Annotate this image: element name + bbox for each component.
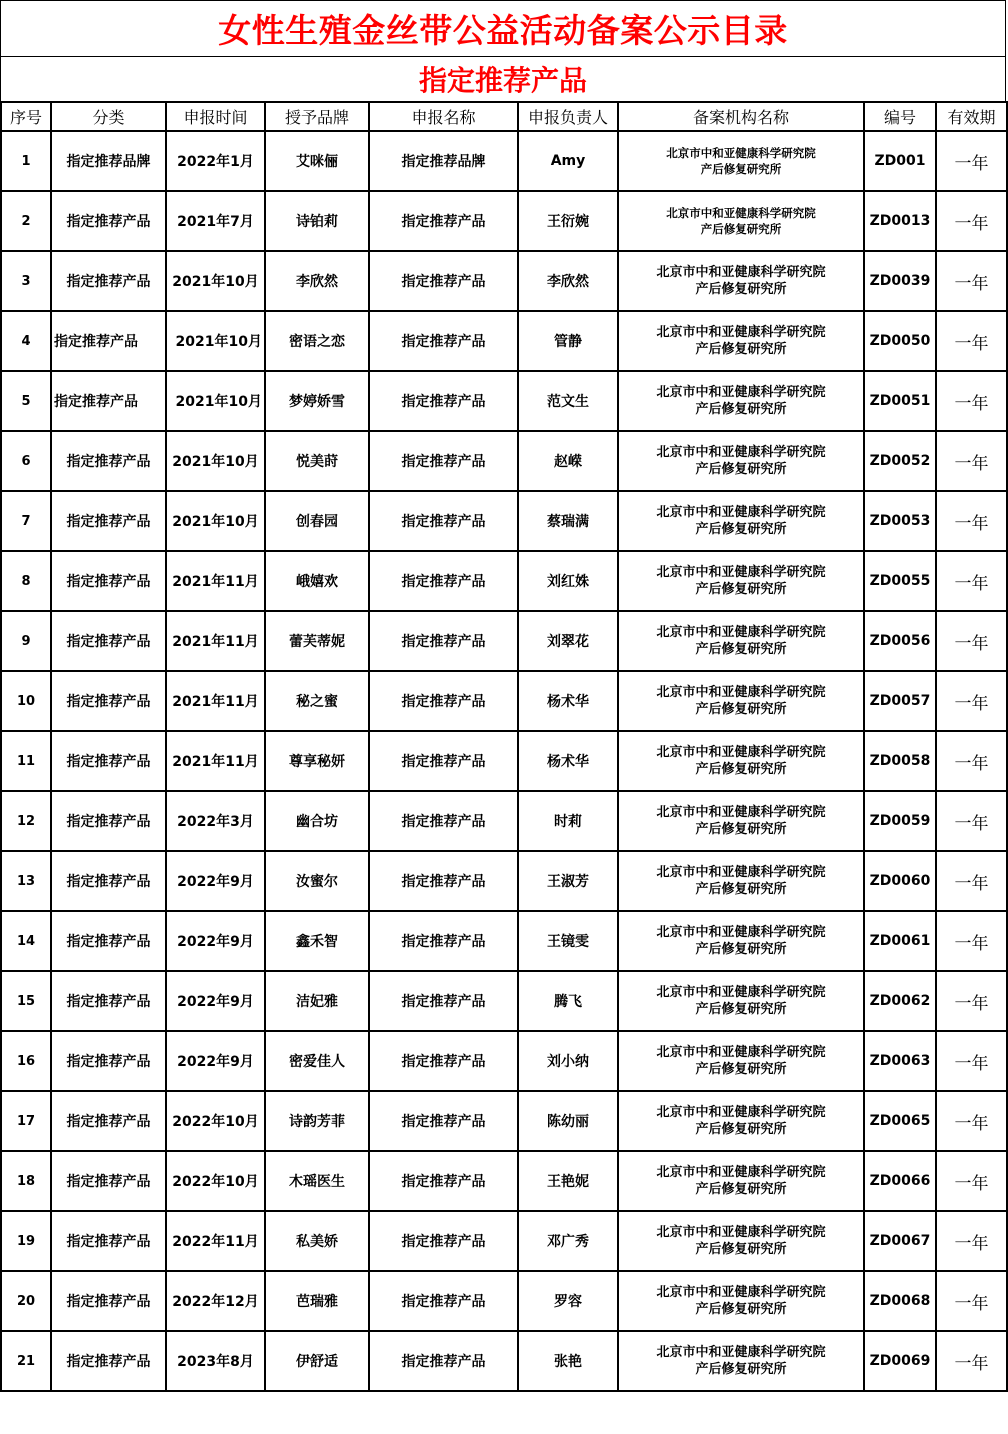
- column-header-validity: 有效期: [936, 102, 1007, 131]
- cell-brand: 峨嬉欢: [265, 551, 369, 611]
- column-header-no: 序号: [1, 102, 51, 131]
- table-row: [1, 371, 1007, 431]
- cell-no: 13: [1, 851, 51, 911]
- cell-date: 2022年9月: [166, 911, 265, 971]
- cell-validity: 一年: [936, 731, 1007, 791]
- cell-date: 2022年9月: [166, 1031, 265, 1091]
- org-line-1: 北京市中和亚健康科学研究院: [656, 745, 826, 760]
- cell-code: ZD0039: [864, 251, 936, 311]
- column-header-code: 编号: [864, 102, 936, 131]
- cell-date: 2022年10月: [166, 1091, 265, 1151]
- cell-date: 2022年9月: [166, 851, 265, 911]
- org-line-2: 产后修复研究所: [695, 462, 787, 477]
- cell-validity: 一年: [936, 431, 1007, 491]
- cell-category: 指定推荐产品: [51, 671, 166, 731]
- cell-no: 11: [1, 731, 51, 791]
- org-line-2: 产后修复研究所: [695, 822, 787, 837]
- cell-category: 指定推荐产品: [51, 1091, 166, 1151]
- cell-name: 指定推荐品牌: [369, 131, 518, 191]
- cell-org: [618, 1211, 864, 1271]
- org-line-2: 产后修复研究所: [695, 882, 787, 897]
- cell-name: 指定推荐产品: [369, 611, 518, 671]
- cell-no: 12: [1, 791, 51, 851]
- cell-name: 指定推荐产品: [369, 851, 518, 911]
- table-row: [1, 971, 1007, 1031]
- org-line-2: 产后修复研究所: [695, 1062, 787, 1077]
- cell-brand: 鑫禾智: [265, 911, 369, 971]
- cell-category: 指定推荐产品: [51, 1271, 166, 1331]
- org-line-1: 北京市中和亚健康科学研究院: [656, 505, 826, 520]
- cell-validity: 一年: [936, 1151, 1007, 1211]
- cell-name: 指定推荐产品: [369, 551, 518, 611]
- table-row: [1, 551, 1007, 611]
- cell-no: 18: [1, 1151, 51, 1211]
- org-line-1: 北京市中和亚健康科学研究院: [656, 865, 826, 880]
- org-line-2: 产后修复研究所: [695, 942, 787, 957]
- cell-brand: 伊舒适: [265, 1331, 369, 1391]
- org-line-1: 北京市中和亚健康科学研究院: [666, 146, 816, 160]
- page-title: 女性生殖金丝带公益活动备案公示目录: [0, 0, 1006, 57]
- cell-brand: 艾咪俪: [265, 131, 369, 191]
- org-line-1: 北京市中和亚健康科学研究院: [656, 1285, 826, 1300]
- cell-brand: 诗韵芳菲: [265, 1091, 369, 1151]
- cell-validity: 一年: [936, 191, 1007, 251]
- org-line-1: 北京市中和亚健康科学研究院: [666, 206, 816, 220]
- cell-owner: 杨术华: [518, 671, 618, 731]
- table-row: [1, 1271, 1007, 1331]
- cell-category: 指定推荐产品: [51, 371, 166, 431]
- org-line-1: 北京市中和亚健康科学研究院: [656, 325, 826, 340]
- org-line-1: 北京市中和亚健康科学研究院: [656, 385, 826, 400]
- cell-no: 15: [1, 971, 51, 1031]
- table-row: [1, 851, 1007, 911]
- org-line-2: 产后修复研究所: [695, 342, 787, 357]
- cell-validity: 一年: [936, 491, 1007, 551]
- cell-validity: 一年: [936, 1211, 1007, 1271]
- cell-name: 指定推荐产品: [369, 371, 518, 431]
- cell-name: 指定推荐产品: [369, 1331, 518, 1391]
- cell-code: ZD0053: [864, 491, 936, 551]
- cell-owner: 刘翠花: [518, 611, 618, 671]
- cell-org: [618, 551, 864, 611]
- cell-owner: 管静: [518, 311, 618, 371]
- cell-brand: 尊享秘妍: [265, 731, 369, 791]
- cell-owner: 王淑芳: [518, 851, 618, 911]
- cell-brand: 秘之蜜: [265, 671, 369, 731]
- cell-org: [618, 971, 864, 1031]
- table-row: [1, 1151, 1007, 1211]
- org-line-2: 产后修复研究所: [700, 222, 782, 236]
- cell-no: 5: [1, 371, 51, 431]
- cell-validity: 一年: [936, 911, 1007, 971]
- cell-category: 指定推荐产品: [51, 851, 166, 911]
- cell-category: 指定推荐产品: [51, 911, 166, 971]
- table-row: [1, 1211, 1007, 1271]
- table-row: [1, 611, 1007, 671]
- cell-owner: 刘小纳: [518, 1031, 618, 1091]
- cell-validity: 一年: [936, 1271, 1007, 1331]
- cell-brand: 汝蜜尔: [265, 851, 369, 911]
- cell-code: ZD0069: [864, 1331, 936, 1391]
- cell-name: 指定推荐产品: [369, 671, 518, 731]
- cell-brand: 梦婷娇雪: [265, 371, 369, 431]
- cell-code: ZD0052: [864, 431, 936, 491]
- cell-brand: 悦美莳: [265, 431, 369, 491]
- cell-owner: 刘红姝: [518, 551, 618, 611]
- page-subtitle: 指定推荐产品: [0, 56, 1006, 102]
- table-body: [1, 131, 1007, 1391]
- cell-date: 2022年10月: [166, 1151, 265, 1211]
- cell-code: ZD0063: [864, 1031, 936, 1091]
- cell-org: [618, 1331, 864, 1391]
- org-line-1: 北京市中和亚健康科学研究院: [656, 265, 826, 280]
- org-line-2: 产后修复研究所: [695, 1182, 787, 1197]
- cell-code: ZD0066: [864, 1151, 936, 1211]
- org-line-1: 北京市中和亚健康科学研究院: [656, 565, 826, 580]
- column-header-date: 申报时间: [166, 102, 265, 131]
- cell-org: [618, 671, 864, 731]
- cell-owner: 邓广秀: [518, 1211, 618, 1271]
- cell-brand: 密语之恋: [265, 311, 369, 371]
- org-line-1: 北京市中和亚健康科学研究院: [656, 1225, 826, 1240]
- cell-category: 指定推荐产品: [51, 1151, 166, 1211]
- cell-org: [618, 1151, 864, 1211]
- cell-owner: 张艳: [518, 1331, 618, 1391]
- cell-owner: 腾飞: [518, 971, 618, 1031]
- cell-brand: 创春园: [265, 491, 369, 551]
- table-row: [1, 731, 1007, 791]
- cell-code: ZD0059: [864, 791, 936, 851]
- cell-no: 14: [1, 911, 51, 971]
- cell-org: [618, 1091, 864, 1151]
- cell-no: 6: [1, 431, 51, 491]
- cell-date: 2022年3月: [166, 791, 265, 851]
- org-line-1: 北京市中和亚健康科学研究院: [656, 1165, 826, 1180]
- org-line-1: 北京市中和亚健康科学研究院: [656, 1105, 826, 1120]
- registry-table: [0, 101, 1008, 1392]
- org-line-2: 产后修复研究所: [695, 282, 787, 297]
- cell-category: 指定推荐产品: [51, 611, 166, 671]
- cell-date: 2021年7月: [166, 191, 265, 251]
- cell-validity: 一年: [936, 131, 1007, 191]
- cell-org: [618, 1271, 864, 1331]
- cell-date: 2021年11月: [166, 611, 265, 671]
- cell-name: 指定推荐产品: [369, 191, 518, 251]
- cell-brand: 芭瑞雅: [265, 1271, 369, 1331]
- cell-no: 19: [1, 1211, 51, 1271]
- org-line-1: 北京市中和亚健康科学研究院: [656, 445, 826, 460]
- cell-owner: 杨术华: [518, 731, 618, 791]
- cell-date: 2021年10月: [166, 371, 265, 431]
- cell-owner: 时莉: [518, 791, 618, 851]
- cell-name: 指定推荐产品: [369, 1091, 518, 1151]
- cell-date: 2022年9月: [166, 971, 265, 1031]
- cell-date: 2021年10月: [166, 491, 265, 551]
- cell-owner: 赵嵘: [518, 431, 618, 491]
- cell-code: ZD0068: [864, 1271, 936, 1331]
- org-line-2: 产后修复研究所: [695, 702, 787, 717]
- cell-date: 2021年11月: [166, 731, 265, 791]
- cell-validity: 一年: [936, 311, 1007, 371]
- cell-name: 指定推荐产品: [369, 491, 518, 551]
- cell-code: ZD0051: [864, 371, 936, 431]
- column-header-org: 备案机构名称: [618, 102, 864, 131]
- cell-no: 16: [1, 1031, 51, 1091]
- cell-category: 指定推荐产品: [51, 731, 166, 791]
- cell-name: 指定推荐产品: [369, 971, 518, 1031]
- org-line-2: 产后修复研究所: [695, 522, 787, 537]
- org-line-2: 产后修复研究所: [695, 402, 787, 417]
- cell-org: [618, 251, 864, 311]
- cell-validity: 一年: [936, 1091, 1007, 1151]
- table-row: [1, 191, 1007, 251]
- cell-validity: 一年: [936, 551, 1007, 611]
- cell-date: 2021年10月: [166, 251, 265, 311]
- org-line-1: 北京市中和亚健康科学研究院: [656, 985, 826, 1000]
- table-row: [1, 311, 1007, 371]
- table-row: [1, 791, 1007, 851]
- cell-category: 指定推荐产品: [51, 311, 166, 371]
- cell-category: 指定推荐产品: [51, 1211, 166, 1271]
- org-line-2: 产后修复研究所: [695, 582, 787, 597]
- cell-date: 2022年11月: [166, 1211, 265, 1271]
- cell-code: ZD0055: [864, 551, 936, 611]
- cell-validity: 一年: [936, 611, 1007, 671]
- org-line-2: 产后修复研究所: [695, 1002, 787, 1017]
- cell-no: 10: [1, 671, 51, 731]
- table-row: [1, 1091, 1007, 1151]
- cell-owner: 陈幼丽: [518, 1091, 618, 1151]
- cell-validity: 一年: [936, 851, 1007, 911]
- cell-validity: 一年: [936, 791, 1007, 851]
- org-line-2: 产后修复研究所: [695, 1302, 787, 1317]
- table-row: [1, 131, 1007, 191]
- cell-code: ZD0061: [864, 911, 936, 971]
- cell-validity: 一年: [936, 971, 1007, 1031]
- cell-validity: 一年: [936, 371, 1007, 431]
- cell-no: 21: [1, 1331, 51, 1391]
- cell-name: 指定推荐产品: [369, 1031, 518, 1091]
- cell-org: [618, 851, 864, 911]
- cell-category: 指定推荐产品: [51, 251, 166, 311]
- cell-category: 指定推荐产品: [51, 971, 166, 1031]
- column-header-owner: 申报负责人: [518, 102, 618, 131]
- org-line-1: 北京市中和亚健康科学研究院: [656, 805, 826, 820]
- table-row: [1, 1331, 1007, 1391]
- cell-code: ZD0050: [864, 311, 936, 371]
- cell-brand: 洁妃雅: [265, 971, 369, 1031]
- table-row: [1, 431, 1007, 491]
- table-row: [1, 491, 1007, 551]
- cell-code: ZD0062: [864, 971, 936, 1031]
- cell-brand: 密爱佳人: [265, 1031, 369, 1091]
- cell-brand: 诗铂莉: [265, 191, 369, 251]
- cell-validity: 一年: [936, 251, 1007, 311]
- cell-brand: 蕾芙蒂妮: [265, 611, 369, 671]
- cell-code: ZD001: [864, 131, 936, 191]
- cell-category: 指定推荐产品: [51, 491, 166, 551]
- cell-code: ZD0013: [864, 191, 936, 251]
- cell-date: 2021年11月: [166, 671, 265, 731]
- cell-name: 指定推荐产品: [369, 1211, 518, 1271]
- cell-category: 指定推荐产品: [51, 791, 166, 851]
- column-header-category: 分类: [51, 102, 166, 131]
- cell-date: 2021年10月: [166, 431, 265, 491]
- cell-name: 指定推荐产品: [369, 1151, 518, 1211]
- cell-code: ZD0057: [864, 671, 936, 731]
- cell-name: 指定推荐产品: [369, 1271, 518, 1331]
- org-line-1: 北京市中和亚健康科学研究院: [656, 1345, 826, 1360]
- cell-org: [618, 611, 864, 671]
- org-line-1: 北京市中和亚健康科学研究院: [656, 925, 826, 940]
- column-header-brand: 授予品牌: [265, 102, 369, 131]
- cell-org: [618, 371, 864, 431]
- cell-category: 指定推荐产品: [51, 1331, 166, 1391]
- cell-name: 指定推荐产品: [369, 791, 518, 851]
- cell-org: [618, 311, 864, 371]
- cell-no: 2: [1, 191, 51, 251]
- cell-date: 2022年12月: [166, 1271, 265, 1331]
- cell-code: ZD0060: [864, 851, 936, 911]
- cell-code: ZD0056: [864, 611, 936, 671]
- cell-category: 指定推荐品牌: [51, 131, 166, 191]
- cell-org: [618, 491, 864, 551]
- cell-brand: 私美娇: [265, 1211, 369, 1271]
- cell-no: 4: [1, 311, 51, 371]
- org-line-2: 产后修复研究所: [695, 642, 787, 657]
- cell-org: [618, 731, 864, 791]
- org-line-2: 产后修复研究所: [695, 762, 787, 777]
- cell-no: 9: [1, 611, 51, 671]
- cell-owner: 王衍婉: [518, 191, 618, 251]
- cell-code: ZD0058: [864, 731, 936, 791]
- cell-date: 2022年1月: [166, 131, 265, 191]
- org-line-2: 产后修复研究所: [695, 1362, 787, 1377]
- org-line-2: 产后修复研究所: [700, 162, 782, 176]
- cell-owner: 罗容: [518, 1271, 618, 1331]
- cell-no: 1: [1, 131, 51, 191]
- cell-validity: 一年: [936, 671, 1007, 731]
- cell-owner: 李欣然: [518, 251, 618, 311]
- cell-org: [618, 191, 864, 251]
- table-row: [1, 251, 1007, 311]
- org-line-2: 产后修复研究所: [695, 1122, 787, 1137]
- cell-name: 指定推荐产品: [369, 431, 518, 491]
- cell-name: 指定推荐产品: [369, 911, 518, 971]
- cell-name: 指定推荐产品: [369, 311, 518, 371]
- cell-owner: 蔡瑞满: [518, 491, 618, 551]
- cell-org: [618, 1031, 864, 1091]
- cell-name: 指定推荐产品: [369, 251, 518, 311]
- cell-name: 指定推荐产品: [369, 731, 518, 791]
- cell-code: ZD0067: [864, 1211, 936, 1271]
- table-row: [1, 1031, 1007, 1091]
- table-row: [1, 911, 1007, 971]
- cell-category: 指定推荐产品: [51, 1031, 166, 1091]
- cell-org: [618, 131, 864, 191]
- table-header-row: [1, 102, 1007, 131]
- cell-no: 3: [1, 251, 51, 311]
- cell-date: 2021年11月: [166, 551, 265, 611]
- cell-no: 20: [1, 1271, 51, 1331]
- cell-validity: 一年: [936, 1331, 1007, 1391]
- cell-owner: Amy: [518, 131, 618, 191]
- cell-org: [618, 791, 864, 851]
- cell-category: 指定推荐产品: [51, 431, 166, 491]
- org-line-2: 产后修复研究所: [695, 1242, 787, 1257]
- cell-brand: 木瑶医生: [265, 1151, 369, 1211]
- cell-org: [618, 431, 864, 491]
- cell-category: 指定推荐产品: [51, 191, 166, 251]
- cell-validity: 一年: [936, 1031, 1007, 1091]
- cell-org: [618, 911, 864, 971]
- cell-no: 17: [1, 1091, 51, 1151]
- cell-date: 2021年10月: [166, 311, 265, 371]
- cell-owner: 范文生: [518, 371, 618, 431]
- cell-no: 7: [1, 491, 51, 551]
- org-line-1: 北京市中和亚健康科学研究院: [656, 1045, 826, 1060]
- cell-code: ZD0065: [864, 1091, 936, 1151]
- table-row: [1, 671, 1007, 731]
- cell-category: 指定推荐产品: [51, 551, 166, 611]
- org-line-1: 北京市中和亚健康科学研究院: [656, 625, 826, 640]
- org-line-1: 北京市中和亚健康科学研究院: [656, 685, 826, 700]
- cell-brand: 李欣然: [265, 251, 369, 311]
- cell-owner: 王镜雯: [518, 911, 618, 971]
- cell-date: 2023年8月: [166, 1331, 265, 1391]
- column-header-name: 申报名称: [369, 102, 518, 131]
- cell-brand: 幽合坊: [265, 791, 369, 851]
- cell-owner: 王艳妮: [518, 1151, 618, 1211]
- cell-no: 8: [1, 551, 51, 611]
